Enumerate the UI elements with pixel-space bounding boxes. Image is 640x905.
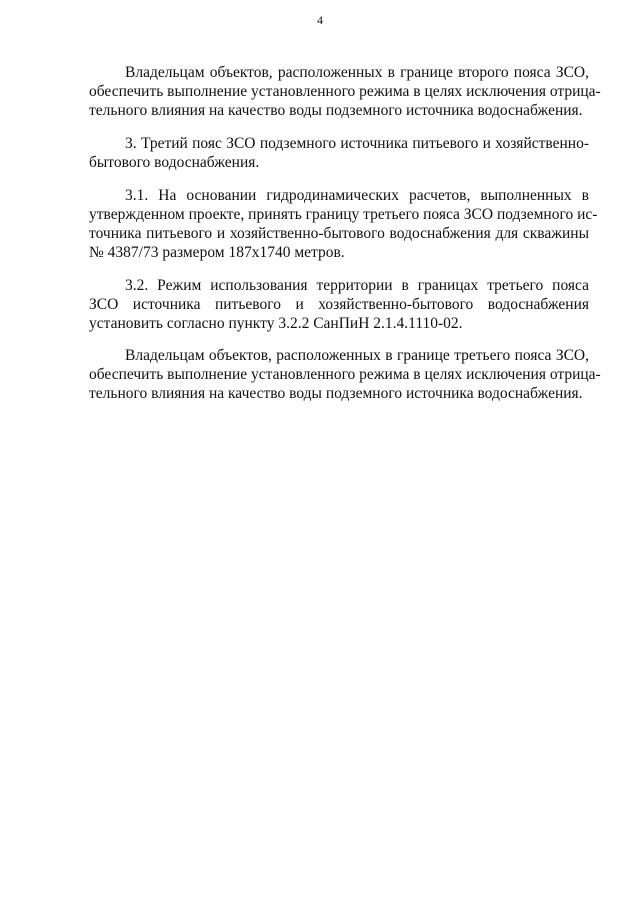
paragraph-line: обеспечить выполнение установленного режима в целях исключения отрица- <box>89 366 601 383</box>
paragraph-line: бытового водоснабжения. <box>89 154 260 171</box>
paragraph-line: 3. Третий пояс ЗСО подземного источника питьевого и хозяйственно- <box>125 135 589 152</box>
page-number: 4 <box>317 13 323 27</box>
paragraph-3-1 <box>89 186 598 262</box>
paragraph-line: установить согласно пункту 3.2.2 СанПиН 2.1.4.1110-02. <box>89 315 463 332</box>
paragraph-line: точника питьевого и хозяйственно-бытового водоснабжения для скважины <box>89 225 589 242</box>
paragraph-line: 3.2. Режим использования территории в границах третьего пояса <box>125 277 589 294</box>
paragraph-line: Владельцам объектов, расположенных в границе третьего пояса ЗСО, <box>125 347 589 364</box>
paragraph-owners-third-zone <box>89 346 601 403</box>
paragraph-line: тельного влияния на качество воды подземного источника водоснабжения. <box>89 102 583 119</box>
paragraph-line: утвержденном проекте, принять границу третьего пояса ЗСО подземного ис- <box>89 206 598 223</box>
paragraph-line: обеспечить выполнение установленного режима в целях исключения отрица- <box>89 83 601 100</box>
paragraph-line: Владельцам объектов, расположенных в границе второго пояса ЗСО, <box>125 64 589 81</box>
paragraph-owners-second-zone <box>89 63 601 120</box>
paragraph-line: тельного влияния на качество воды подземного источника водоснабжения. <box>89 385 583 402</box>
paragraph-line: № 4387/73 размером 187х1740 метров. <box>89 244 345 261</box>
paragraph-third-zone-heading <box>89 134 589 172</box>
paragraph-3-2 <box>89 276 589 333</box>
paragraph-line: 3.1. На основании гидродинамических расчетов, выполненных в <box>125 187 589 204</box>
paragraph-line: ЗСО источника питьевого и хозяйственно-бытового водоснабжения <box>89 296 589 313</box>
